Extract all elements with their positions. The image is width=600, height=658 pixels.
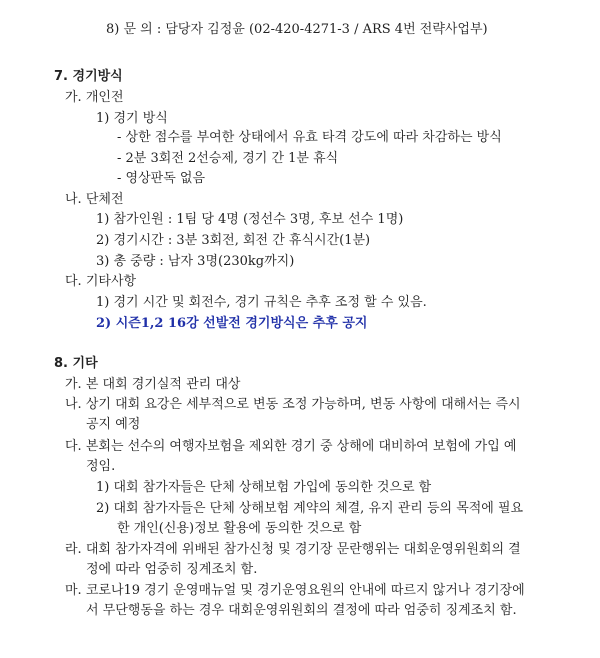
section-8-na-line-1: 나. 상기 대회 요강은 세부적으로 변동 조정 가능하며, 변동 사항에 대해서는 즉시	[65, 397, 521, 412]
section-7-ga-label: 가. 개인전	[65, 90, 124, 105]
section-8-da-line-1: 다. 본회는 선수의 여행자보험을 제외한 경기 중 상해에 대비하여 보험에 가입 예	[65, 439, 517, 454]
section-8-ma-line-1: 마. 코로나19 경기 운영매뉴얼 및 경기운영요원의 안내에 따르지 않거나 경기장에	[65, 583, 525, 598]
section-7-na-item-1: 1) 참가인원 : 1팀 당 4명 (정선수 3명, 후보 선수 1명)	[96, 212, 404, 227]
section-7-na-label: 나. 단체전	[65, 192, 124, 207]
section-7-da-item-2-highlight: 2) 시즌1,2 16강 선발전 경기방식은 추후 공지	[96, 316, 368, 331]
section-7-da-label: 다. 기타사항	[65, 274, 137, 289]
section-7-na-item-2: 2) 경기시간 : 3분 3회전, 회전 간 휴식시간(1분)	[96, 233, 371, 248]
section-7-na-item-3: 3) 총 중량 : 남자 3명(230kg까지)	[96, 254, 295, 269]
section-8-ma-line-2: 서 무단행동을 하는 경우 대회운영위원회의 결정에 따라 엄중히 징계조치 함.	[86, 603, 517, 618]
section-8-ra-line-1: 라. 대회 참가자격에 위배된 참가신청 및 경기장 문란행위는 대회운영위원회의 결	[65, 542, 521, 557]
section-8-da-item-2: 2) 대회 참가자들은 단체 상해보험 계약의 체결, 유지 관리 등의 목적에 필요	[96, 501, 524, 516]
contact-line: 8) 문 의 : 담당자 김정윤 (02-420-4271-3 / ARS 4번 전략사업부)	[106, 22, 488, 37]
section-7-da-item-1: 1) 경기 시간 및 회전수, 경기 규칙은 추후 조정 할 수 있음.	[96, 295, 427, 310]
section-8-da-line-2: 정임.	[86, 459, 116, 474]
section-7-title: 7. 경기방식	[54, 69, 123, 84]
section-7-ga-sub1: 1) 경기 방식	[96, 111, 168, 126]
section-7-ga-item-2: - 2분 3회전 2선승제, 경기 간 1분 휴식	[117, 151, 339, 166]
section-7-ga-item-3: - 영상판독 없음	[117, 171, 206, 186]
section-8-da-item-2-cont: 한 개인(신용)정보 활용에 동의한 것으로 함	[117, 521, 362, 536]
section-8-da-item-1: 1) 대회 참가자들은 단체 상해보험 가입에 동의한 것으로 함	[96, 480, 432, 495]
section-8-title: 8. 기타	[54, 356, 98, 371]
section-8-na-line-2: 공지 예정	[86, 417, 141, 432]
section-8-ra-line-2: 정에 따라 엄중히 징계조치 함.	[86, 562, 258, 577]
section-7-ga-item-1: - 상한 점수를 부여한 상태에서 유효 타격 강도에 따라 차감하는 방식	[117, 130, 502, 145]
section-8-ga: 가. 본 대회 경기실적 관리 대상	[65, 377, 241, 392]
